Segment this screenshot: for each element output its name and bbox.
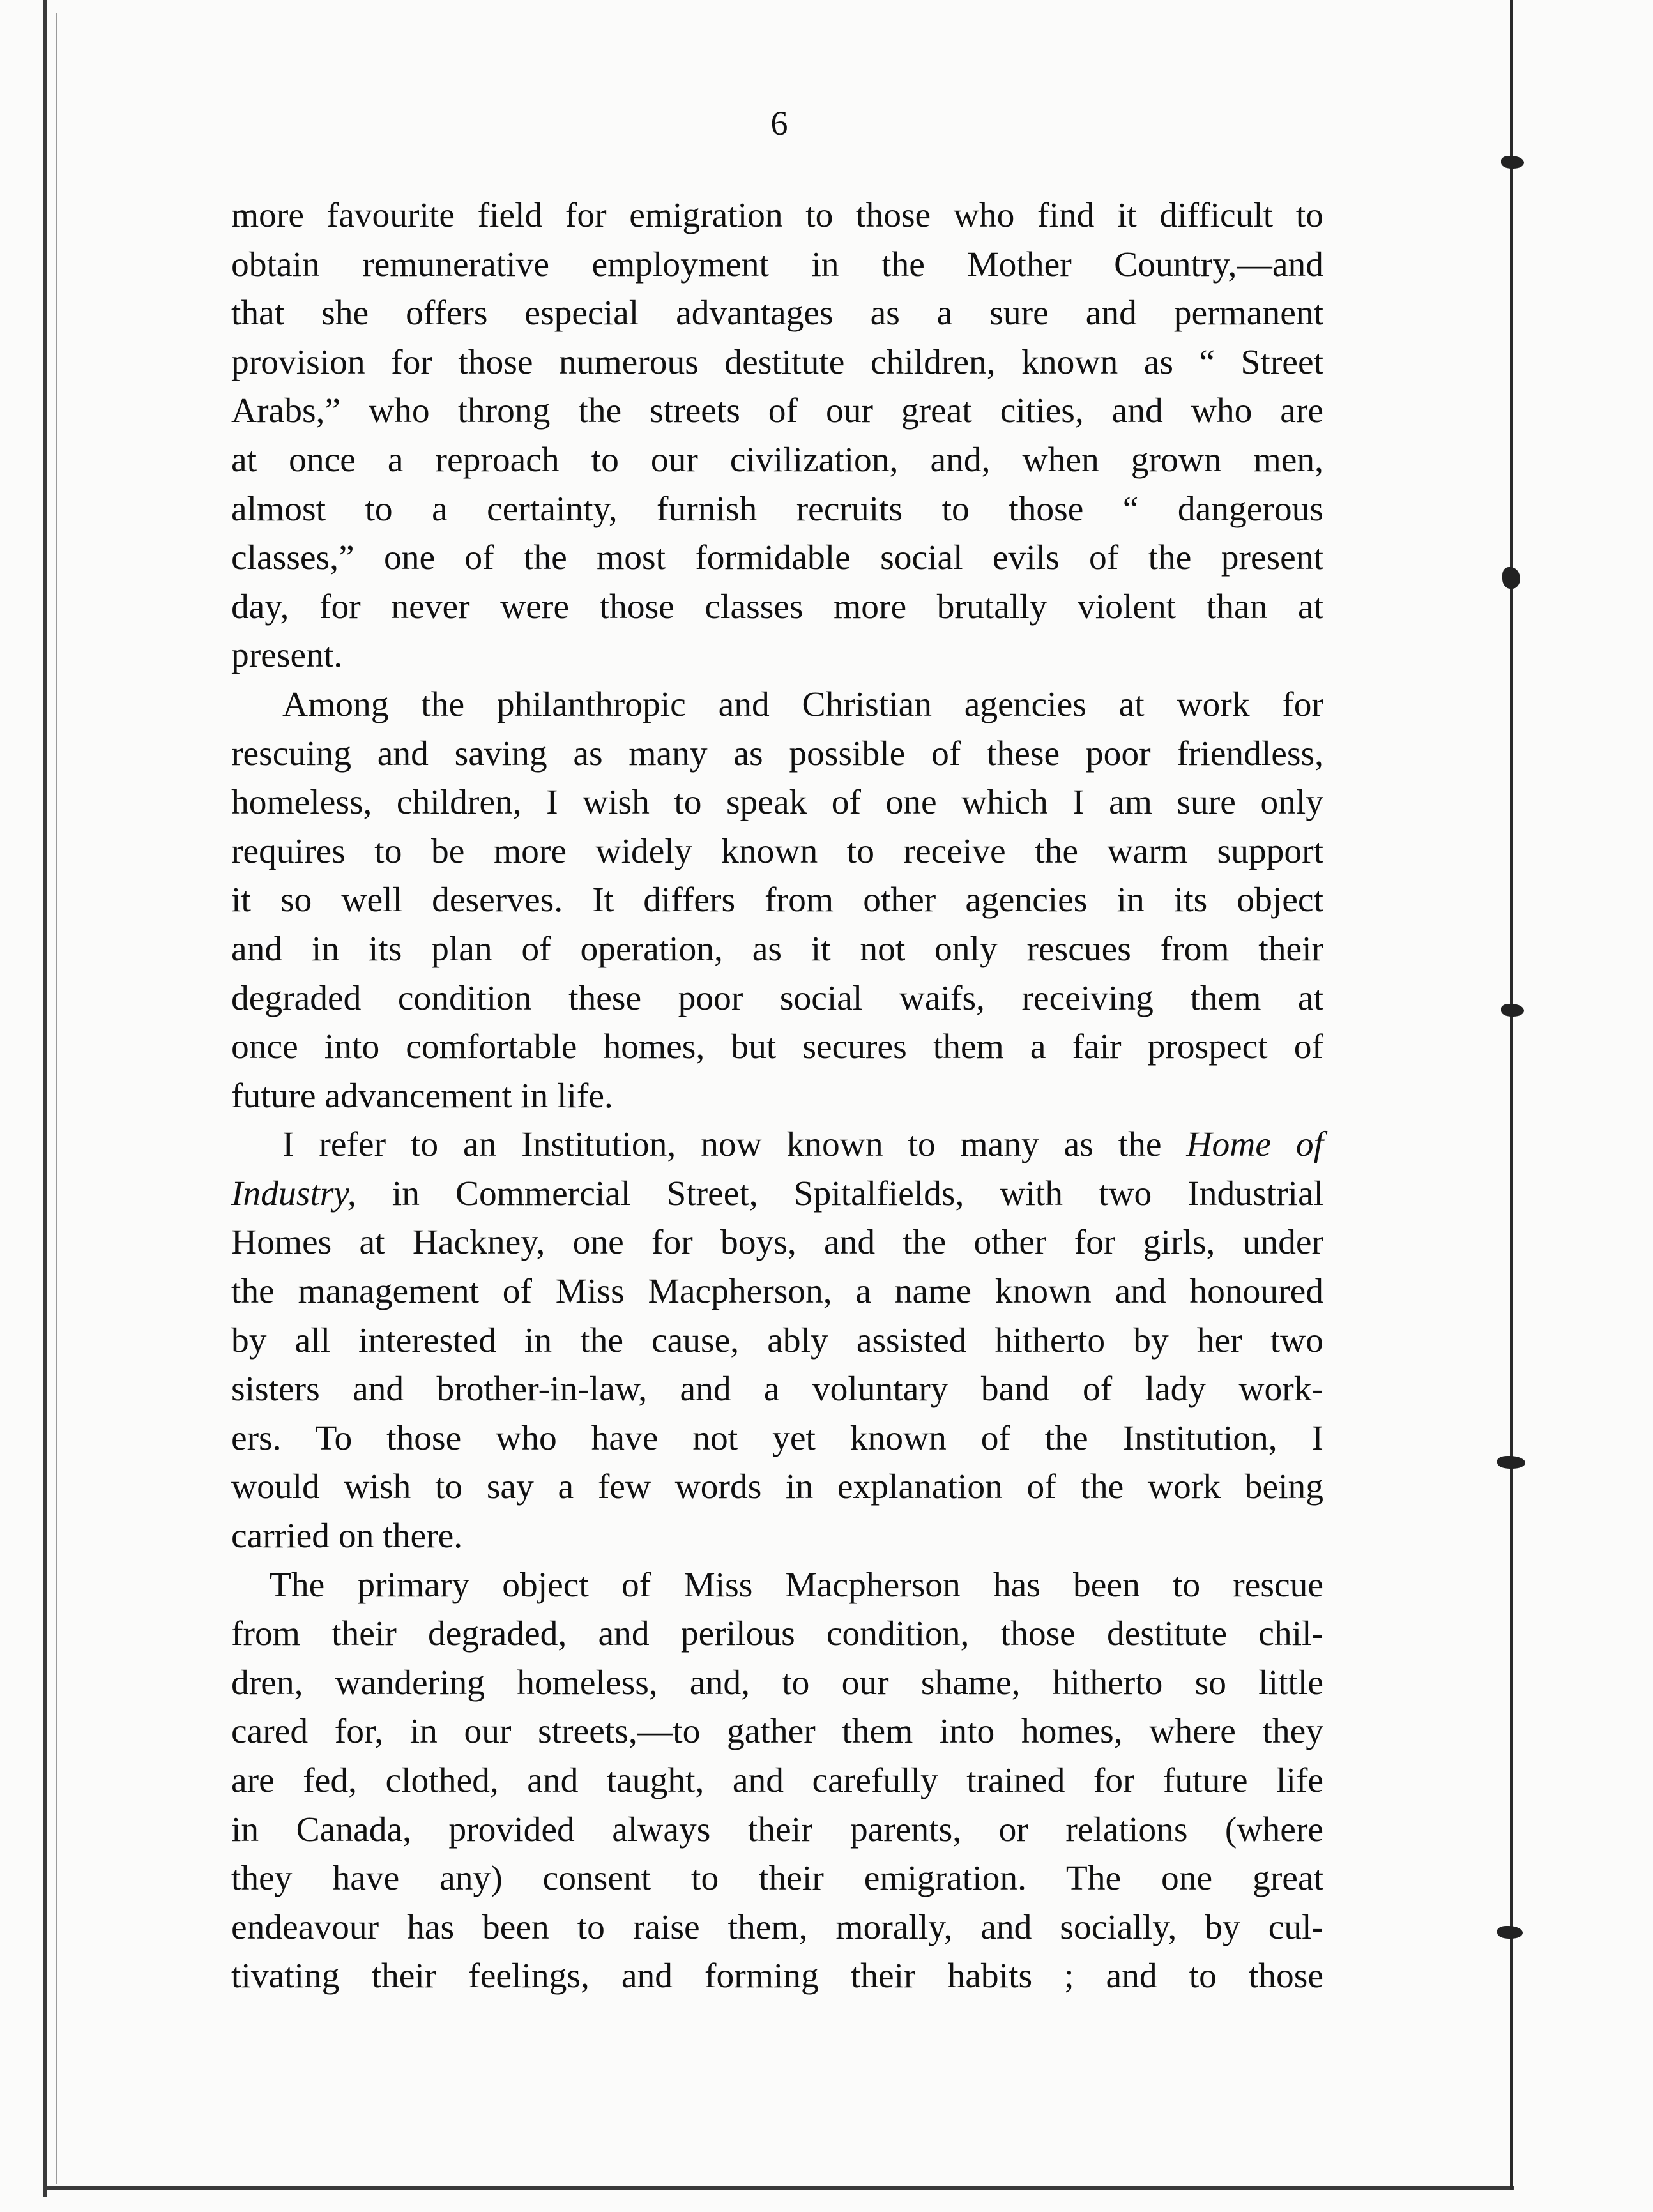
text-line: in Canada, provided always their parents, or relations (where: [231, 1810, 1323, 1849]
paragraph-3: [231, 1121, 1323, 1561]
text-line: would wish to say a few words in explanation of the work being: [231, 1467, 1323, 1507]
text-line: cared for, in our streets,—to gather them into homes, where they: [231, 1712, 1323, 1752]
text-line: requires to be more widely known to receive the warm support: [231, 831, 1323, 871]
text-line: from their degraded, and perilous condition, those destitute chil-: [231, 1614, 1323, 1654]
binding-stitch-mark: [1497, 1456, 1525, 1469]
text-line: day, for never were those classes more brutally violent than at: [231, 587, 1323, 626]
text-line: the management of Miss Macpherson, a name known and honoured: [231, 1272, 1323, 1312]
text-line: at once a reproach to our civilization, and, when grown men,: [231, 440, 1323, 480]
binding-stitch-mark: [1501, 156, 1524, 169]
text-line: once into comfortable homes, but secures them a fair prospect of: [231, 1027, 1323, 1067]
paragraph-4: [231, 1561, 1323, 2001]
text-line: by all interested in the cause, ably assisted hitherto by her two: [231, 1321, 1323, 1360]
text-line: it so well deserves. It differs from other agencies in its object: [231, 881, 1323, 920]
text-run: I refer to an Institution, now known to many as the: [282, 1125, 1187, 1165]
italic-title: Industry,: [231, 1174, 356, 1213]
page-number: 6: [770, 104, 788, 142]
page-left-edge: [43, 0, 47, 2197]
text-line: provision for those numerous destitute children, known as “ Street: [231, 342, 1323, 382]
text-line: The primary object of Miss Macpherson has been to rescue: [270, 1565, 1323, 1605]
page-binding-edge: [1510, 0, 1513, 2190]
text-line: present.: [231, 636, 343, 676]
italic-title: Home of: [1186, 1125, 1323, 1165]
text-line: homeless, children, I wish to speak of one which I am sure only: [231, 783, 1323, 822]
text-line: ers. To those who have not yet known of the Institution, I: [231, 1418, 1323, 1458]
text-line: degraded condition these poor social waifs, receiving them at: [231, 978, 1323, 1018]
text-run: in Commercial Street, Spitalfields, with two Industrial: [356, 1174, 1323, 1213]
text-line: are fed, clothed, and taught, and carefully trained for future life: [231, 1761, 1323, 1800]
text-line: [231, 1170, 1323, 1219]
paragraph-2: [231, 681, 1323, 1121]
text-line: classes,” one of the most formidable social evils of the present: [231, 538, 1323, 578]
text-line: almost to a certainty, furnish recruits to those “ dangerous: [231, 489, 1323, 529]
text-line: Among the philanthropic and Christian agencies at work for: [282, 685, 1323, 724]
text-line: more favourite field for emigration to those who find it difficult to: [231, 196, 1323, 235]
text-line: that she offers especial advantages as a sure and permanent: [231, 294, 1323, 333]
text-line: rescuing and saving as many as possible of these poor friendless,: [231, 734, 1323, 773]
text-line: and in its plan of operation, as it not only rescues from their: [231, 929, 1323, 969]
text-line: they have any) consent to their emigration. The one great: [231, 1859, 1323, 1898]
binding-stitch-mark: [1502, 567, 1520, 589]
text-line: sisters and brother-in-law, and a voluntary band of lady work-: [231, 1370, 1323, 1409]
body-text: [231, 192, 1323, 2001]
text-line: carried on there.: [231, 1517, 463, 1556]
text-line: Arabs,” who throng the streets of our great cities, and who are: [231, 391, 1323, 431]
text-line: [231, 1121, 1323, 1170]
binding-stitch-mark: [1501, 1004, 1524, 1017]
text-line: Homes at Hackney, one for boys, and the other for girls, under: [231, 1223, 1323, 1262]
text-line: future advancement in life.: [231, 1076, 613, 1116]
text-line: obtain remunerative employment in the Mother Country,—and: [231, 245, 1323, 284]
binding-stitch-mark: [1497, 1926, 1523, 1939]
page-bottom-edge: [45, 2186, 1514, 2190]
paragraph-1: [231, 192, 1323, 681]
text-line: tivating their feelings, and forming their habits ; and to those: [231, 1957, 1323, 1996]
text-line: endeavour has been to raise them, morally, and socially, by cul-: [231, 1907, 1323, 1947]
text-line: dren, wandering homeless, and, to our shame, hitherto so little: [231, 1663, 1323, 1702]
page-left-edge-inner: [56, 13, 57, 2184]
